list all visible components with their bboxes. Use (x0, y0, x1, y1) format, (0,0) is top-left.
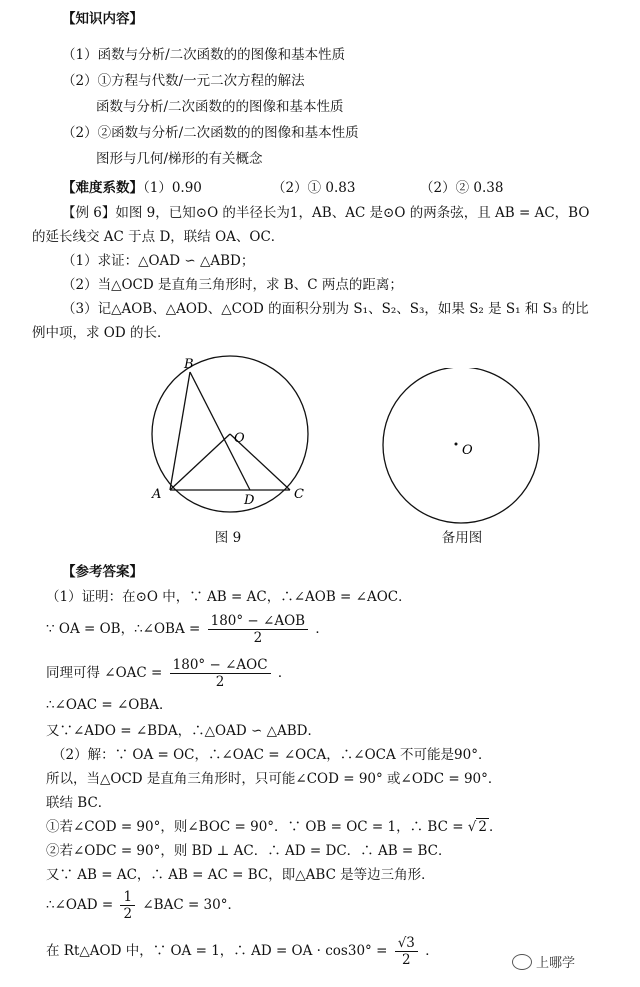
difficulty-value-3: （2）② 0.38 (420, 180, 504, 196)
answer-header: 【参考答案】 (62, 564, 143, 580)
knowledge-item-1: （1）函数与分析/二次函数的的图像和基本性质 (62, 47, 346, 63)
answer-line-13 (46, 934, 439, 968)
answer-line-12-pre: ∴∠OAD = (46, 897, 114, 913)
answer-line-7: 所以，当△OCD 是直角三角形时，只可能∠COD = 90° 或∠ODC = 90°． (46, 771, 502, 787)
problem-line-2: 的延长线交 AC 于点 D，联结 OA、OC． (32, 229, 285, 245)
answer-line-8: 联结 BC． (46, 795, 112, 811)
answer-line-10: ②若∠ODC = 90°，则 BD ⊥ AC．∴ AD = DC．∴ AB = BC． (46, 843, 452, 859)
difficulty-value-1: （1）0.90 (143, 180, 202, 196)
fraction-half (120, 889, 135, 922)
fraction-oba (208, 613, 308, 646)
fraction-half-num: 1 (120, 889, 135, 906)
figure-9-caption: 图 9 (214, 530, 242, 546)
knowledge-item-2a: （2）①方程与代数/一元二次方程的解法 (62, 73, 305, 89)
answer-line-5: 又∵∠ADO = ∠BDA，∴△OAD ∽ △ABD． (46, 723, 321, 739)
figure-9 (140, 352, 320, 522)
answer-line-13-post: ． (425, 943, 439, 959)
spare-label-O: O (462, 443, 473, 458)
problem-question-3: （3）记△AOB、△AOD、△COD 的面积分别为 S₁、S₂、S₃，如果 S₂ 是 S₁ 和 S₃ 的比 (62, 301, 589, 317)
answer-line-3-post: ． (277, 665, 292, 681)
knowledge-header: 【知识内容】 (62, 11, 143, 27)
answer-line-12 (46, 888, 241, 922)
fraction-oac-num: 180° − ∠AOC (170, 657, 271, 674)
wechat-icon (512, 954, 532, 970)
spare-figure-caption: 备用图 (441, 530, 483, 546)
answer-line-9 (46, 818, 503, 836)
answer-line-6: （2）解：∵ OA = OC，∴∠OAC = ∠OCA，∴∠OCA 不可能是90°． (52, 747, 492, 763)
answer-line-2-pre: ∵ OA = OB，∴∠OBA = (46, 621, 201, 637)
fraction-oba-num: 180° − ∠AOB (208, 613, 308, 630)
spare-center-dot (455, 443, 458, 446)
difficulty-label: 【难度系数】 (62, 180, 143, 196)
answer-line-9-radicand: 2 (478, 819, 487, 835)
answer-line-3 (46, 656, 291, 690)
fraction-sqrt3-den: 2 (401, 952, 411, 968)
fraction-sqrt3-num: √3 (395, 935, 418, 952)
label-C: C (294, 487, 304, 502)
difficulty-row (62, 179, 202, 197)
answer-line-9-post: ． (489, 819, 503, 835)
answer-line-4: ∴∠OAC = ∠OBA． (46, 697, 173, 713)
problem-line-1: 【例 6】如图 9，已知⊙O 的半径长为1，AB、AC 是⊙O 的两条弦，且 AB = AC，BO (62, 205, 590, 221)
fraction-half-den: 2 (123, 906, 133, 922)
answer-line-9-pre: ①若∠COD = 90°，则∠BOC = 90°．∵ OB = OC = 1，∴ BC = √ (46, 819, 477, 835)
problem-question-3-cont: 例中项，求 OD 的长． (32, 325, 171, 341)
spare-figure (376, 368, 546, 528)
fraction-oac (170, 657, 271, 690)
label-O: O (234, 431, 245, 446)
answer-line-1: （1）证明：在⊙O 中，∵ AB = AC，∴∠AOB = ∠AOC． (46, 589, 412, 605)
problem-question-1: （1）求证：△OAD ∽ △ABD； (62, 253, 255, 269)
difficulty-value-2: （2）① 0.83 (272, 180, 356, 196)
spare-circle (383, 368, 539, 523)
label-B: B (184, 357, 194, 372)
problem-question-2: （2）当△OCD 是直角三角形时，求 B、C 两点的距离； (62, 277, 403, 293)
watermark-text: 上哪学 (536, 956, 576, 971)
knowledge-item-3a: （2）②函数与分析/二次函数的的图像和基本性质 (62, 125, 359, 141)
answer-line-12-post: ∠BAC = 30°． (142, 897, 241, 913)
watermark (512, 952, 575, 971)
fraction-oba-den: 2 (253, 630, 263, 646)
fraction-sqrt3-over-2 (395, 935, 418, 968)
knowledge-item-3b: 图形与几何/梯形的有关概念 (96, 151, 263, 167)
label-D: D (244, 493, 255, 508)
segment-AB (170, 372, 190, 490)
label-A: A (152, 487, 162, 502)
answer-line-11: 又∵ AB = AC，∴ AB = AC = BC，即△ABC 是等边三角形． (46, 867, 435, 883)
fraction-oac-den: 2 (215, 674, 225, 690)
answer-line-2 (46, 612, 329, 646)
knowledge-item-2b: 函数与分析/二次函数的的图像和基本性质 (96, 99, 344, 115)
answer-line-3-pre: 同理可得 ∠OAC = (46, 665, 163, 681)
answer-line-13-pre: 在 Rt△AOD 中，∵ OA = 1，∴ AD = OA · cos30° = (46, 943, 388, 959)
segment-OA (170, 434, 230, 490)
answer-line-2-post: ． (315, 621, 329, 637)
